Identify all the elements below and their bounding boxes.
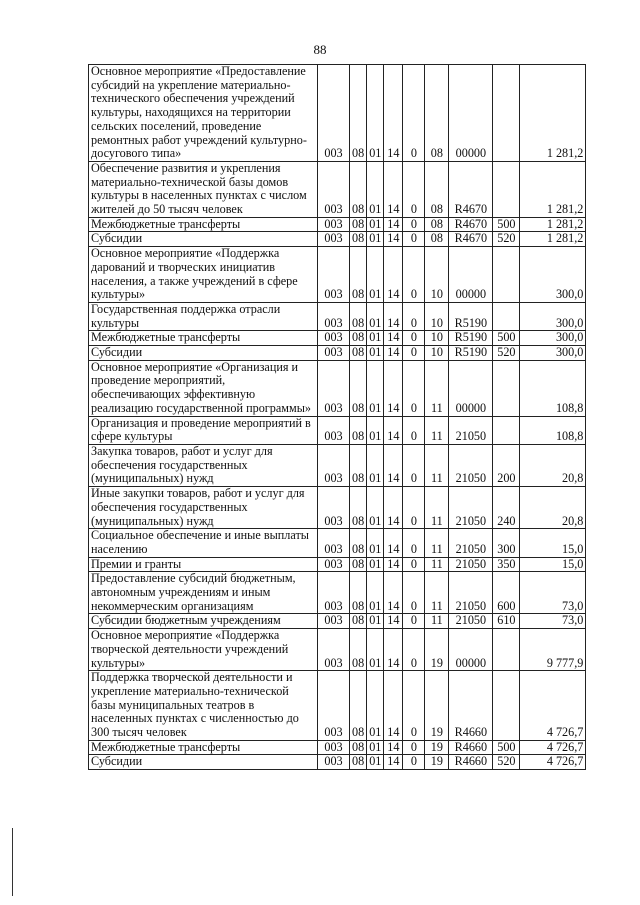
code-event-cell: 10 bbox=[425, 346, 449, 361]
table-row bbox=[89, 572, 586, 614]
code-subsection-cell: 01 bbox=[367, 557, 384, 572]
amount-cell: 73,0 bbox=[520, 614, 586, 629]
amount-cell: 4 726,7 bbox=[520, 755, 586, 770]
code-section-cell: 08 bbox=[350, 360, 367, 416]
row-name-cell: Межбюджетные трансферты bbox=[89, 217, 318, 232]
amount-cell: 300,0 bbox=[520, 247, 586, 303]
code-admin-cell: 003 bbox=[318, 557, 350, 572]
code-event-cell: 11 bbox=[425, 572, 449, 614]
code-direction-cell: R5190 bbox=[449, 302, 493, 330]
table-row bbox=[89, 629, 586, 671]
code-subsection-cell: 01 bbox=[367, 444, 384, 486]
code-program-cell: 14 bbox=[384, 346, 403, 361]
table-row bbox=[89, 671, 586, 741]
code-subsection-cell: 01 bbox=[367, 161, 384, 217]
code-program-cell: 14 bbox=[384, 487, 403, 529]
code-admin-cell: 003 bbox=[318, 629, 350, 671]
code-direction-cell: 21050 bbox=[449, 444, 493, 486]
row-name-cell: Основное мероприятие «Поддержка дарований и творческих инициатив населения, а также учреждений в сфере культуры» bbox=[89, 247, 318, 303]
code-expense-type-cell bbox=[493, 360, 520, 416]
code-subsection-cell: 01 bbox=[367, 65, 384, 162]
code-section-cell: 08 bbox=[350, 629, 367, 671]
code-direction-cell: 00000 bbox=[449, 65, 493, 162]
code-section-cell: 08 bbox=[350, 161, 367, 217]
code-expense-type-cell: 520 bbox=[493, 346, 520, 361]
code-subprogram-cell: 0 bbox=[403, 346, 425, 361]
code-expense-type-cell bbox=[493, 671, 520, 741]
code-expense-type-cell: 520 bbox=[493, 755, 520, 770]
code-event-cell: 11 bbox=[425, 557, 449, 572]
code-subprogram-cell: 0 bbox=[403, 416, 425, 444]
row-name-cell: Межбюджетные трансферты bbox=[89, 331, 318, 346]
code-event-cell: 10 bbox=[425, 302, 449, 330]
code-subprogram-cell: 0 bbox=[403, 671, 425, 741]
code-section-cell: 08 bbox=[350, 444, 367, 486]
code-admin-cell: 003 bbox=[318, 614, 350, 629]
code-subsection-cell: 01 bbox=[367, 331, 384, 346]
code-program-cell: 14 bbox=[384, 671, 403, 741]
code-program-cell: 14 bbox=[384, 161, 403, 217]
code-expense-type-cell: 600 bbox=[493, 572, 520, 614]
amount-cell: 108,8 bbox=[520, 360, 586, 416]
amount-cell: 73,0 bbox=[520, 572, 586, 614]
code-admin-cell: 003 bbox=[318, 671, 350, 741]
table-row bbox=[89, 65, 586, 162]
code-program-cell: 14 bbox=[384, 740, 403, 755]
code-program-cell: 14 bbox=[384, 232, 403, 247]
amount-cell: 15,0 bbox=[520, 557, 586, 572]
budget-table bbox=[88, 64, 586, 770]
code-program-cell: 14 bbox=[384, 529, 403, 557]
code-subsection-cell: 01 bbox=[367, 232, 384, 247]
page-number: 88 bbox=[313, 42, 327, 57]
code-program-cell: 14 bbox=[384, 217, 403, 232]
code-expense-type-cell: 200 bbox=[493, 444, 520, 486]
table-row bbox=[89, 557, 586, 572]
code-admin-cell: 003 bbox=[318, 529, 350, 557]
code-subprogram-cell: 0 bbox=[403, 572, 425, 614]
code-subprogram-cell: 0 bbox=[403, 161, 425, 217]
code-section-cell: 08 bbox=[350, 755, 367, 770]
code-direction-cell: 21050 bbox=[449, 614, 493, 629]
code-section-cell: 08 bbox=[350, 65, 367, 162]
row-name-cell: Основное мероприятие «Поддержка творческой деятельности учреждений культуры» bbox=[89, 629, 318, 671]
code-subprogram-cell: 0 bbox=[403, 331, 425, 346]
code-event-cell: 11 bbox=[425, 487, 449, 529]
code-event-cell: 11 bbox=[425, 416, 449, 444]
code-admin-cell: 003 bbox=[318, 302, 350, 330]
table-row bbox=[89, 331, 586, 346]
code-subsection-cell: 01 bbox=[367, 346, 384, 361]
code-event-cell: 10 bbox=[425, 247, 449, 303]
amount-cell: 4 726,7 bbox=[520, 740, 586, 755]
code-subprogram-cell: 0 bbox=[403, 217, 425, 232]
code-subsection-cell: 01 bbox=[367, 416, 384, 444]
row-name-cell: Премии и гранты bbox=[89, 557, 318, 572]
code-event-cell: 08 bbox=[425, 65, 449, 162]
row-name-cell: Закупка товаров, работ и услуг для обеспечения государственных (муниципальных) нужд bbox=[89, 444, 318, 486]
code-program-cell: 14 bbox=[384, 416, 403, 444]
code-subprogram-cell: 0 bbox=[403, 444, 425, 486]
code-direction-cell: 00000 bbox=[449, 360, 493, 416]
code-subprogram-cell: 0 bbox=[403, 302, 425, 330]
amount-cell: 300,0 bbox=[520, 302, 586, 330]
code-expense-type-cell: 500 bbox=[493, 740, 520, 755]
row-name-cell: Предоставление субсидий бюджетным, автономным учреждениям и иным некоммерческим организациям bbox=[89, 572, 318, 614]
code-admin-cell: 003 bbox=[318, 487, 350, 529]
code-section-cell: 08 bbox=[350, 416, 367, 444]
code-expense-type-cell: 300 bbox=[493, 529, 520, 557]
code-subprogram-cell: 0 bbox=[403, 614, 425, 629]
table-row bbox=[89, 161, 586, 217]
row-name-cell: Основное мероприятие «Организация и проведение мероприятий, обеспечивающих эффективную реализацию государственной программы» bbox=[89, 360, 318, 416]
row-name-cell: Субсидии bbox=[89, 232, 318, 247]
code-admin-cell: 003 bbox=[318, 161, 350, 217]
code-expense-type-cell bbox=[493, 65, 520, 162]
code-event-cell: 11 bbox=[425, 360, 449, 416]
row-name-cell: Межбюджетные трансферты bbox=[89, 740, 318, 755]
code-program-cell: 14 bbox=[384, 65, 403, 162]
code-subsection-cell: 01 bbox=[367, 247, 384, 303]
code-subprogram-cell: 0 bbox=[403, 487, 425, 529]
code-section-cell: 08 bbox=[350, 671, 367, 741]
code-direction-cell: 00000 bbox=[449, 247, 493, 303]
amount-cell: 1 281,2 bbox=[520, 232, 586, 247]
amount-cell: 20,8 bbox=[520, 444, 586, 486]
code-program-cell: 14 bbox=[384, 331, 403, 346]
code-subprogram-cell: 0 bbox=[403, 65, 425, 162]
code-subsection-cell: 01 bbox=[367, 629, 384, 671]
code-subprogram-cell: 0 bbox=[403, 360, 425, 416]
code-event-cell: 08 bbox=[425, 161, 449, 217]
row-name-cell: Иные закупки товаров, работ и услуг для обеспечения государственных (муниципальных) нужд bbox=[89, 487, 318, 529]
amount-cell: 300,0 bbox=[520, 331, 586, 346]
code-direction-cell: 21050 bbox=[449, 487, 493, 529]
row-name-cell: Обеспечение развития и укрепления материально-технической базы домов культуры в населенных пунктах с числом жителей до 50 тысяч человек bbox=[89, 161, 318, 217]
code-program-cell: 14 bbox=[384, 360, 403, 416]
table-row bbox=[89, 360, 586, 416]
code-direction-cell: 00000 bbox=[449, 629, 493, 671]
code-section-cell: 08 bbox=[350, 614, 367, 629]
amount-cell: 4 726,7 bbox=[520, 671, 586, 741]
code-section-cell: 08 bbox=[350, 302, 367, 330]
code-event-cell: 19 bbox=[425, 629, 449, 671]
code-subprogram-cell: 0 bbox=[403, 755, 425, 770]
code-subsection-cell: 01 bbox=[367, 671, 384, 741]
code-program-cell: 14 bbox=[384, 247, 403, 303]
code-subsection-cell: 01 bbox=[367, 529, 384, 557]
code-subsection-cell: 01 bbox=[367, 755, 384, 770]
code-direction-cell: R4660 bbox=[449, 740, 493, 755]
code-subsection-cell: 01 bbox=[367, 302, 384, 330]
code-program-cell: 14 bbox=[384, 572, 403, 614]
code-section-cell: 08 bbox=[350, 346, 367, 361]
table-row bbox=[89, 444, 586, 486]
code-admin-cell: 003 bbox=[318, 360, 350, 416]
code-subsection-cell: 01 bbox=[367, 572, 384, 614]
code-expense-type-cell bbox=[493, 302, 520, 330]
row-name-cell: Субсидии бюджетным учреждениям bbox=[89, 614, 318, 629]
code-admin-cell: 003 bbox=[318, 416, 350, 444]
code-program-cell: 14 bbox=[384, 444, 403, 486]
code-section-cell: 08 bbox=[350, 247, 367, 303]
code-section-cell: 08 bbox=[350, 487, 367, 529]
code-subprogram-cell: 0 bbox=[403, 529, 425, 557]
amount-cell: 1 281,2 bbox=[520, 65, 586, 162]
code-admin-cell: 003 bbox=[318, 65, 350, 162]
table-row bbox=[89, 247, 586, 303]
table-row bbox=[89, 614, 586, 629]
amount-cell: 300,0 bbox=[520, 346, 586, 361]
code-subprogram-cell: 0 bbox=[403, 740, 425, 755]
table-row bbox=[89, 740, 586, 755]
code-section-cell: 08 bbox=[350, 232, 367, 247]
amount-cell: 1 281,2 bbox=[520, 161, 586, 217]
code-section-cell: 08 bbox=[350, 572, 367, 614]
code-direction-cell: 21050 bbox=[449, 529, 493, 557]
code-direction-cell: 21050 bbox=[449, 557, 493, 572]
code-expense-type-cell bbox=[493, 161, 520, 217]
code-subsection-cell: 01 bbox=[367, 217, 384, 232]
code-subsection-cell: 01 bbox=[367, 614, 384, 629]
code-direction-cell: R4670 bbox=[449, 232, 493, 247]
table-row bbox=[89, 217, 586, 232]
code-admin-cell: 003 bbox=[318, 331, 350, 346]
table-row bbox=[89, 487, 586, 529]
code-subsection-cell: 01 bbox=[367, 487, 384, 529]
table-body bbox=[89, 65, 586, 770]
code-section-cell: 08 bbox=[350, 529, 367, 557]
code-event-cell: 11 bbox=[425, 444, 449, 486]
amount-cell: 9 777,9 bbox=[520, 629, 586, 671]
code-section-cell: 08 bbox=[350, 557, 367, 572]
amount-cell: 108,8 bbox=[520, 416, 586, 444]
code-program-cell: 14 bbox=[384, 614, 403, 629]
code-expense-type-cell: 500 bbox=[493, 217, 520, 232]
code-direction-cell: R5190 bbox=[449, 331, 493, 346]
code-direction-cell: R4670 bbox=[449, 161, 493, 217]
code-expense-type-cell: 240 bbox=[493, 487, 520, 529]
code-admin-cell: 003 bbox=[318, 740, 350, 755]
code-subprogram-cell: 0 bbox=[403, 557, 425, 572]
row-name-cell: Субсидии bbox=[89, 755, 318, 770]
row-name-cell: Основное мероприятие «Предоставление субсидий на укрепление материально-технического обеспечения учреждений культуры, находящихся на территории сельских поселений, проведение ремонтных работ учреждений культурно-досугового типа» bbox=[89, 65, 318, 162]
amount-cell: 15,0 bbox=[520, 529, 586, 557]
table-row bbox=[89, 302, 586, 330]
row-name-cell: Социальное обеспечение и иные выплаты населению bbox=[89, 529, 318, 557]
code-program-cell: 14 bbox=[384, 302, 403, 330]
code-direction-cell: R5190 bbox=[449, 346, 493, 361]
code-admin-cell: 003 bbox=[318, 217, 350, 232]
row-name-cell: Организация и проведение мероприятий в сфере культуры bbox=[89, 416, 318, 444]
table-row bbox=[89, 346, 586, 361]
code-event-cell: 11 bbox=[425, 529, 449, 557]
code-section-cell: 08 bbox=[350, 331, 367, 346]
amount-cell: 20,8 bbox=[520, 487, 586, 529]
code-admin-cell: 003 bbox=[318, 247, 350, 303]
amount-cell: 1 281,2 bbox=[520, 217, 586, 232]
code-expense-type-cell bbox=[493, 416, 520, 444]
code-event-cell: 10 bbox=[425, 331, 449, 346]
code-admin-cell: 003 bbox=[318, 232, 350, 247]
code-program-cell: 14 bbox=[384, 629, 403, 671]
row-name-cell: Поддержка творческой деятельности и укрепление материально-технической базы муниципальных театров в населенных пунктах с численностью до 300 тысяч человек bbox=[89, 671, 318, 741]
code-subsection-cell: 01 bbox=[367, 740, 384, 755]
code-subprogram-cell: 0 bbox=[403, 629, 425, 671]
code-subsection-cell: 01 bbox=[367, 360, 384, 416]
code-event-cell: 08 bbox=[425, 232, 449, 247]
code-event-cell: 08 bbox=[425, 217, 449, 232]
code-expense-type-cell bbox=[493, 629, 520, 671]
code-subprogram-cell: 0 bbox=[403, 232, 425, 247]
code-expense-type-cell: 610 bbox=[493, 614, 520, 629]
code-event-cell: 11 bbox=[425, 614, 449, 629]
code-program-cell: 14 bbox=[384, 557, 403, 572]
code-expense-type-cell: 350 bbox=[493, 557, 520, 572]
code-direction-cell: R4660 bbox=[449, 755, 493, 770]
code-expense-type-cell: 520 bbox=[493, 232, 520, 247]
margin-line bbox=[12, 828, 13, 896]
row-name-cell: Государственная поддержка отрасли культуры bbox=[89, 302, 318, 330]
code-program-cell: 14 bbox=[384, 755, 403, 770]
code-direction-cell: 21050 bbox=[449, 416, 493, 444]
code-section-cell: 08 bbox=[350, 740, 367, 755]
code-event-cell: 19 bbox=[425, 671, 449, 741]
table-row bbox=[89, 755, 586, 770]
code-direction-cell: 21050 bbox=[449, 572, 493, 614]
code-direction-cell: R4670 bbox=[449, 217, 493, 232]
code-admin-cell: 003 bbox=[318, 572, 350, 614]
table-row bbox=[89, 529, 586, 557]
code-expense-type-cell: 500 bbox=[493, 331, 520, 346]
code-admin-cell: 003 bbox=[318, 755, 350, 770]
table-row bbox=[89, 416, 586, 444]
code-expense-type-cell bbox=[493, 247, 520, 303]
code-subprogram-cell: 0 bbox=[403, 247, 425, 303]
code-admin-cell: 003 bbox=[318, 444, 350, 486]
code-event-cell: 19 bbox=[425, 740, 449, 755]
code-direction-cell: R4660 bbox=[449, 671, 493, 741]
code-event-cell: 19 bbox=[425, 755, 449, 770]
code-section-cell: 08 bbox=[350, 217, 367, 232]
row-name-cell: Субсидии bbox=[89, 346, 318, 361]
table-row bbox=[89, 232, 586, 247]
code-admin-cell: 003 bbox=[318, 346, 350, 361]
